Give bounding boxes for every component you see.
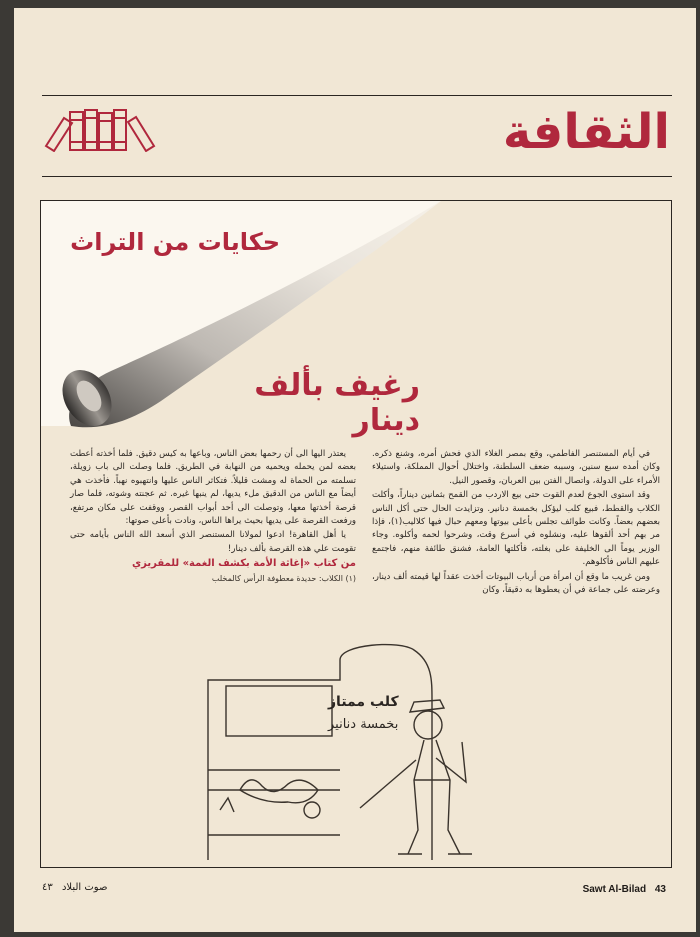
source-citation: من كتاب «إغاثة الأمة بكشف الغمة» للمقريزي <box>131 558 356 570</box>
series-title: حكايات من التراث <box>70 228 280 256</box>
cartoon-sign-line1: كلب ممتاز <box>328 694 399 710</box>
footer-arabic <box>42 882 107 893</box>
footer-english <box>583 884 666 895</box>
article-paragraph: يعتذر اليها الى أن رحمها بعض الناس، وباعها به كيس دقيق. فلما أخذته أعطت بعضه لمن يحمله ويحميه من النهابة في الطريق. فلما وصلت الى باب زويلة، تسلمته من الحماة له ومشت قليلاً. فتكاثر الناس عليها وانتهبوه نهباً. فأخذت هي أيضاً مع الناس من الدقيق ملء يديها، لم ينبها غيره. ثم عجنته وشوته، فلما صار قرصة أخذتها معها، وتوصلت الى أحد أبواب القصر، ووقفت على مكان مرتفع، ورفعت القرصة على يديها بحيث يراها الناس، ونادت بأعلى صوتها: <box>70 449 356 527</box>
footer-page-number-ar: ٤٣ <box>42 882 53 893</box>
section-title: الثقافة <box>502 104 670 160</box>
article-paragraph: وقد استوى الجوع لعدم القوت حتى بيع الاردب من القمح بثمانين ديناراً، وأكلت الكلاب والقطط، فبيع كلب ليؤكل بخمسة دنانير. وتزايدت الحال حتى أكل الناس بعضهم بعضاً. وكانت طوائف تجلس بأعلى بيوتها ومعهم حبال فيها كلاليب(١)، فإذا مر بهم أحد ألقوها عليه، ونشلوه في أسرع وقت، وشرحوا لحمه وأكلوه. وجاء الوزير يوماً الى الخليفة على بغلته، فأكلتها العامة، فشنق طائفة منهم، فاجتمع عليهم الناس فأكلوهم. <box>372 490 660 568</box>
footer-magazine-name-ar: صوت البلاد <box>61 882 108 893</box>
article-paragraph: في أيام المستنصر الفاطمي، وقع بمصر الغلاء الذي فحش أمره، وشنع ذكره. وكان أمده سبع سنين، وسببه ضعف السلطنة، واختلال أحوال المملكة، واستيلاء الأمراء على الدولة، واتصال الفتن بين العربان، وقصور النيل. <box>372 449 660 486</box>
article-column-right <box>372 448 660 598</box>
cartoon-sign-line2: بخمسة دنانير <box>328 717 399 732</box>
books-icon <box>44 106 156 152</box>
story-title: رغيف بألف دينار <box>254 368 420 438</box>
header-rule-bottom <box>42 176 672 177</box>
cartoon-illustration <box>200 640 490 865</box>
footer-magazine-name: Sawt Al-Bilad <box>582 884 647 895</box>
article-column-left <box>70 448 356 586</box>
article-paragraph: ومن غريب ما وقع أن امرأة من أرباب البيوتات أخذت عقداً لها قيمته ألف دينار، وعرضته على جماعة في أن يعطوها به دقيقاً، وكان <box>372 571 660 596</box>
footer-page-number: 43 <box>654 884 666 895</box>
article-paragraph: يا أهل القاهرة! ادعوا لمولانا المستنصر الذي أسعد الله الناس بأيامه حتى تقومت علي هذه القرصة بألف دينار! <box>70 530 356 554</box>
header-rule-top <box>42 95 672 96</box>
footnote: (١) الكلاب: حديدة معطوفة الرأس كالمخلب <box>211 573 356 583</box>
